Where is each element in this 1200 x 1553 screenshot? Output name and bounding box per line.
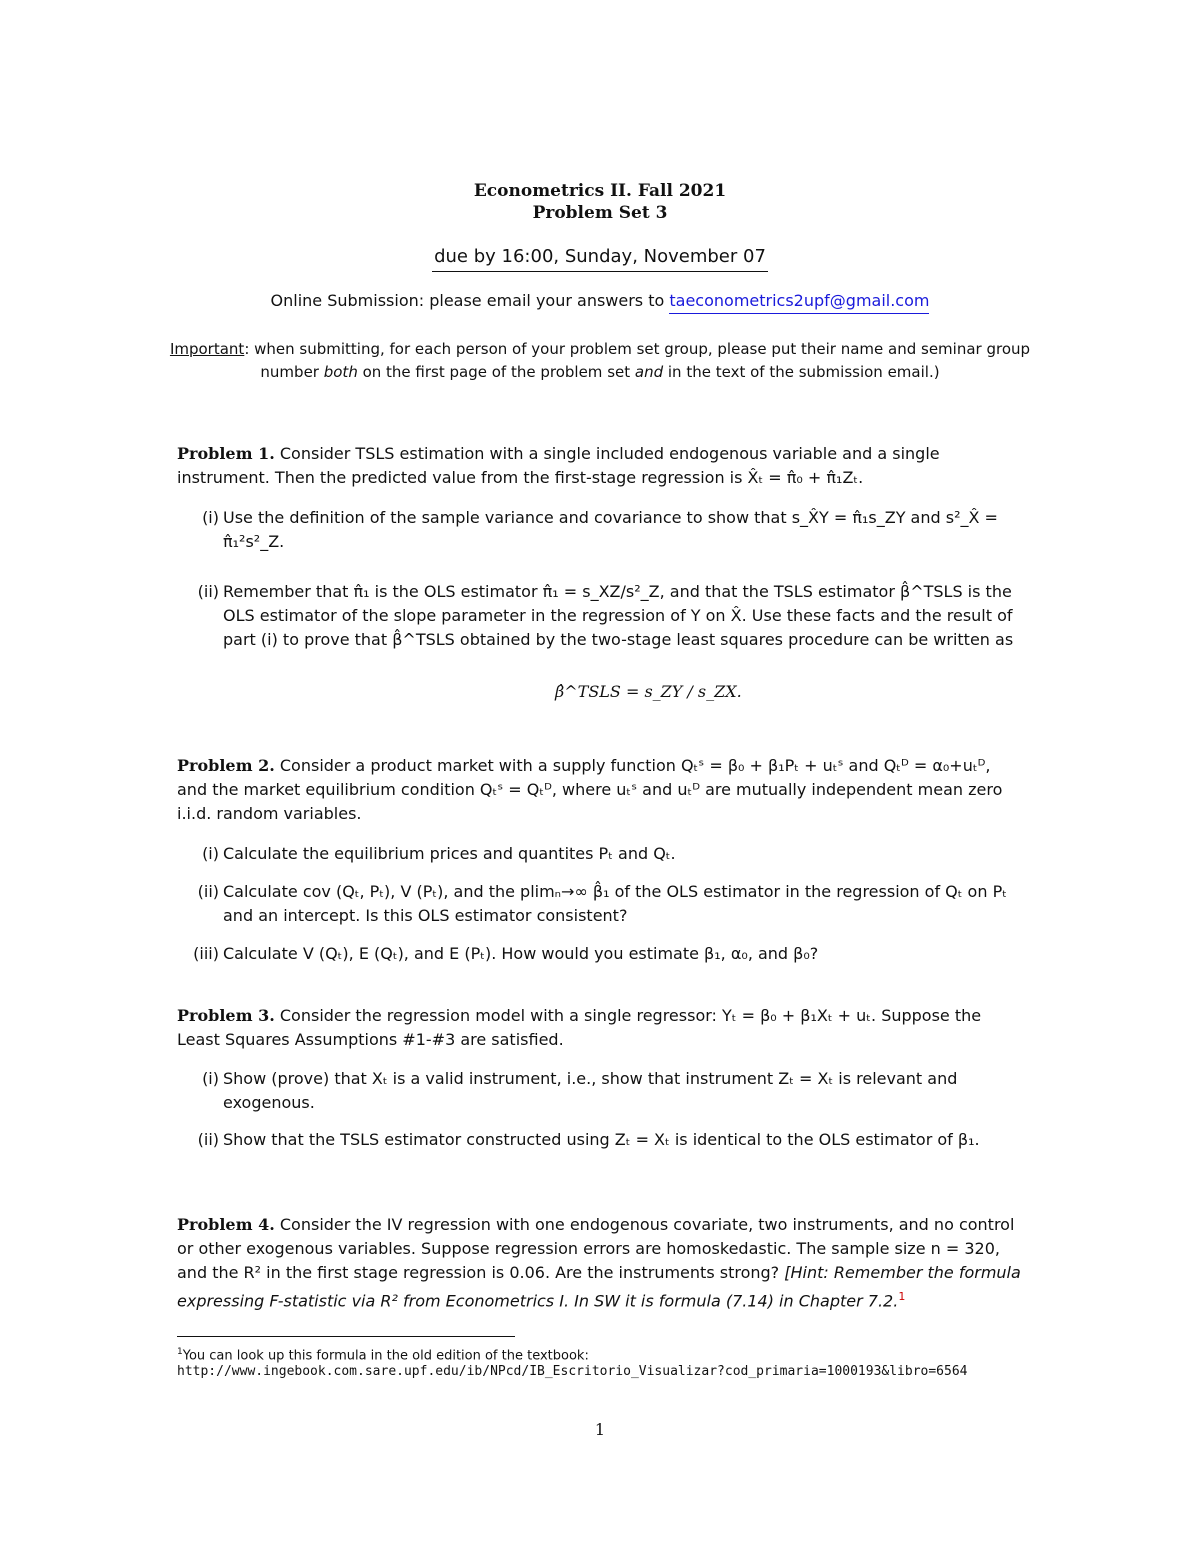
submission-email-link[interactable]: taeconometrics2upf@gmail.com <box>669 291 929 314</box>
part-text: Remember that π̂₁ is the OLS estimator π̂₁ = s_XZ/s²_Z, and that the TSLS estimator β̂^TSLS is the OLS estimator of the slope parameter in the regression of Y on X̂. Use these facts and the result of part (i) to prove that β̂^TSLS obtained by the two-stage least squares procedure can be written as <box>223 582 1014 649</box>
footnote-text: You can look up this formula in the old edition of the textbook: <box>182 1348 589 1364</box>
problem-set-title: Problem Set 3 <box>532 203 668 223</box>
problem-3-label: Problem 3. <box>177 1006 275 1025</box>
footnote <box>177 1343 589 1365</box>
problem-1-label: Problem 1. <box>177 444 275 463</box>
important-both: both <box>323 363 358 381</box>
problem-2 <box>177 754 1025 826</box>
part-number: (i) <box>202 508 219 527</box>
online-submission-text: Online Submission: please email your answers to <box>270 291 670 310</box>
problem-4 <box>177 1213 1025 1313</box>
due-date-text: due by 16:00, Sunday, November 07 <box>432 246 768 272</box>
online-submission <box>0 291 1200 310</box>
part-text: Calculate the equilibrium prices and quantites Pₜ and Qₜ. <box>223 844 676 863</box>
problem-4-label: Problem 4. <box>177 1215 275 1234</box>
problem-2-label: Problem 2. <box>177 756 275 775</box>
problem-2-intro: Consider a product market with a supply function Qₜˢ = β₀ + β₁Pₜ + uₜˢ and Qₜᴰ = α₀+uₜᴰ, and the market equilibrium condition Qₜˢ = Qₜᴰ, where uₜˢ and uₜᴰ are mutually independent mean zero i.i.d. random variables. <box>177 756 1003 823</box>
part-number: (ii) <box>197 1130 219 1149</box>
document-title <box>0 180 1200 224</box>
problem-1-intro: Consider TSLS estimation with a single included endogenous variable and a single instrument. Then the predicted value from the first-stage regression is X̂ₜ = π̂₀ + π̂₁Zₜ. <box>177 444 940 487</box>
important-text-1: : when submitting, for each person of your problem set group, please put their name and seminar group number <box>244 340 1031 381</box>
part-number: (i) <box>202 1069 219 1088</box>
part-text: Calculate V (Qₜ), E (Qₜ), and E (Pₜ). How would you estimate β₁, α₀, and β₀? <box>223 944 819 963</box>
problem-3 <box>177 1004 1025 1052</box>
tsls-formula: β̂^TSLS = s_ZY / s_ZX. <box>555 682 742 701</box>
footnote-url[interactable]: http://www.ingebook.com.sare.upf.edu/ib/NPcd/IB_Escritorio_Visualizar?cod_primaria=1000193&libro=6564 <box>177 1364 968 1379</box>
important-text-3: in the text of the submission email.) <box>663 363 940 381</box>
important-label: Important <box>169 340 245 358</box>
course-title: Econometrics II. Fall 2021 <box>473 181 727 201</box>
part-text: Show that the TSLS estimator constructed using Zₜ = Xₜ is identical to the OLS estimator of β₁. <box>223 1130 980 1149</box>
important-note <box>150 338 1050 384</box>
important-and: and <box>634 363 664 381</box>
problem-3-intro: Consider the regression model with a single regressor: Yₜ = β₀ + β₁Xₜ + uₜ. Suppose the Least Squares Assumptions #1-#3 are satisfied. <box>177 1006 982 1049</box>
part-number: (ii) <box>197 882 219 901</box>
footnote-marker[interactable]: 1 <box>898 1290 906 1303</box>
problem-4-intro: Consider the IV regression with one endogenous covariate, two instruments, and no control or other exogenous variables. Suppose regression errors are homoskedastic. The sample size n = 320, and the R² in the first stage regression is 0.06. Are the instruments strong? <box>177 1215 1015 1282</box>
problem-4-hint: [Hint: Remember the formula expressing F-statistic via R² from Econometrics I. In SW it is formula (7.14) in Chapter 7.2. <box>177 1263 1021 1311</box>
part-number: (ii) <box>197 582 219 601</box>
part-text: Show (prove) that Xₜ is a valid instrument, i.e., show that instrument Zₜ = Xₜ is relevant and exogenous. <box>223 1069 958 1112</box>
footnote-number: 1 <box>177 1347 183 1357</box>
part-number: (iii) <box>193 944 219 963</box>
page-number: 1 <box>594 1420 606 1439</box>
due-date <box>0 246 1200 272</box>
footnote-divider <box>177 1336 515 1337</box>
part-text: Use the definition of the sample variance and covariance to show that s_X̂Y = π̂₁s_ZY and s²_X̂ = π̂₁²s²_Z. <box>223 508 998 551</box>
part-text: Calculate cov (Qₜ, Pₜ), V (Pₜ), and the plimₙ→∞ β̂₁ of the OLS estimator in the regression of Qₜ on Pₜ and an intercept. Is this OLS estimator consistent? <box>223 882 1007 925</box>
part-number: (i) <box>202 844 219 863</box>
important-text-2: on the first page of the problem set <box>357 363 635 381</box>
problem-1 <box>177 442 1025 490</box>
